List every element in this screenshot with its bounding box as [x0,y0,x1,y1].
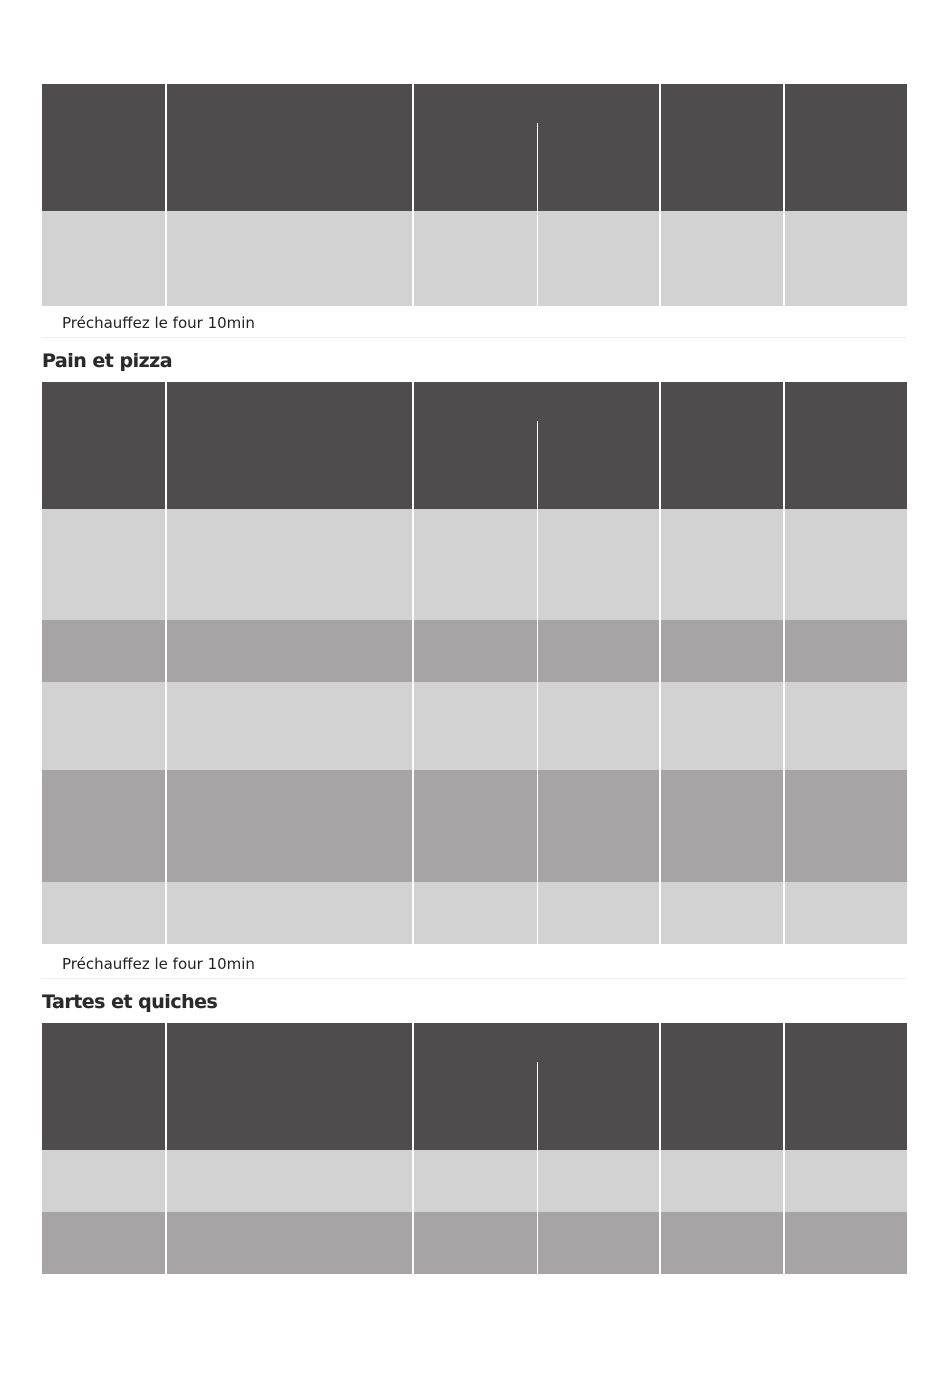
table-cell [42,1212,165,1274]
oven-table-pain-pizza [42,382,907,947]
section-title-pain-pizza: Pain et pizza [42,350,173,372]
table-cell [42,682,165,770]
table-cell [167,211,290,306]
table-cell [414,770,537,882]
table-cell [42,211,165,306]
header-subcell [414,421,537,509]
table-cell [167,770,290,882]
table-cell [167,882,290,944]
table-cell [414,509,537,620]
table-cell [42,620,165,682]
header-subcell [290,421,412,509]
oven-table-tartes-quiches [42,1023,907,1276]
header-subcell [414,1062,537,1150]
table-cell [42,1150,165,1212]
table-cell [661,1212,783,1274]
header-group-cell [414,84,659,123]
table-cell [538,770,659,882]
table-cell [661,882,783,944]
table-cell [538,620,659,682]
table-cell [661,509,783,620]
table-cell [167,1150,290,1212]
table-cell [167,1212,290,1274]
table-cell [290,620,412,682]
table-cell [785,1150,907,1212]
header-group-cell [167,84,412,123]
table-cell [414,1150,537,1212]
table-cell [785,1212,907,1274]
table-cell [785,770,907,882]
header-subcell [538,421,659,509]
table-cell [661,211,783,306]
table-cell [538,1150,659,1212]
header-group-cell [167,1023,412,1062]
table-cell [661,1150,783,1212]
table-cell [290,882,412,944]
table-cell [785,509,907,620]
header-subcell [290,1062,412,1150]
table-cell [538,1212,659,1274]
table-cell [42,509,165,620]
table-cell [661,770,783,882]
section-title-tartes-quiches: Tartes et quiches [42,991,218,1013]
header-subcell [414,123,537,211]
header-group-cell [167,382,412,421]
header-cell [785,382,907,509]
table-cell [167,620,290,682]
table-cell [414,882,537,944]
table-cell [290,1150,412,1212]
header-group-cell [414,382,659,421]
header-cell [661,84,783,211]
header-group-cell [414,1023,659,1062]
table-cell [785,682,907,770]
table-cell [661,620,783,682]
header-cell [42,84,165,211]
header-subcell [167,421,290,509]
table-cell [290,770,412,882]
table-cell [290,682,412,770]
table-cell [290,509,412,620]
table-cell [414,682,537,770]
table-cell [290,1212,412,1274]
table-cell [538,509,659,620]
table-cell [538,882,659,944]
table-cell [414,1212,537,1274]
header-subcell [167,1062,290,1150]
header-cell [661,382,783,509]
table-cell [414,211,537,306]
header-cell [785,84,907,211]
preheat-note-1: Préchauffez le four 10min [42,308,907,338]
header-subcell [167,123,290,211]
header-cell [661,1023,783,1150]
table-cell [42,770,165,882]
oven-table-1 [42,84,907,306]
header-cell [42,1023,165,1150]
table-cell [661,682,783,770]
header-subcell [290,123,412,211]
table-cell [538,682,659,770]
table-cell [167,682,290,770]
table-cell [42,882,165,944]
header-subcell [538,123,659,211]
header-subcell [538,1062,659,1150]
table-cell [167,509,290,620]
table-cell [785,882,907,944]
table-cell [538,211,659,306]
table-cell [290,211,412,306]
table-cell [414,620,537,682]
header-cell [42,382,165,509]
header-cell [785,1023,907,1150]
table-cell [785,211,907,306]
table-cell [785,620,907,682]
preheat-note-2: Préchauffez le four 10min [42,949,907,979]
